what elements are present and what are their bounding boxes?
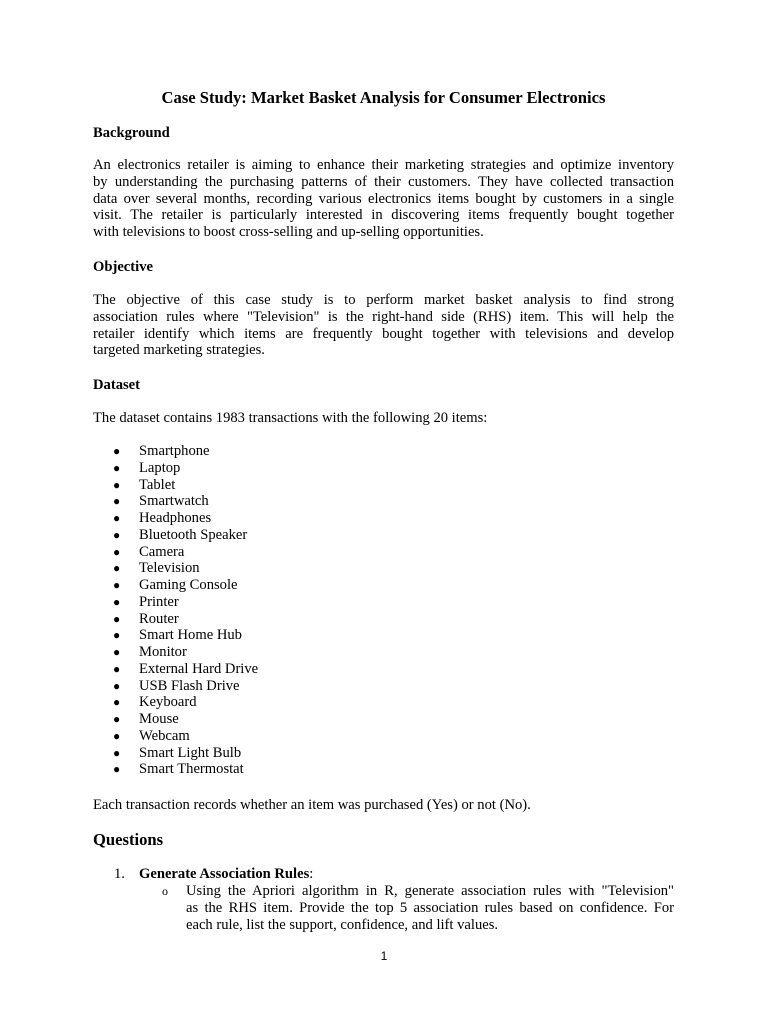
objective-line: association rules where "Television" is the right-hand side (RHS) item. This will help the: [93, 308, 674, 325]
dataset-heading: Dataset: [93, 377, 141, 393]
objective-paragraph: [93, 292, 674, 359]
background-line: An electronics retailer is aiming to enhance their marketing strategies and optimize inventory: [93, 157, 674, 173]
questions-heading: Questions: [93, 830, 164, 849]
dataset-note: Each transaction records whether an item was purchased (Yes) or not (No).: [93, 797, 531, 813]
bullet-icon: ●: [113, 477, 121, 492]
background-line: with televisions to boost cross-selling and up-selling opportunities.: [93, 224, 484, 241]
bullet-icon: ●: [113, 645, 121, 659]
bullet-icon: ●: [113, 561, 121, 576]
bullet-icon: ●: [113, 527, 121, 542]
bullet-icon: ●: [113, 444, 121, 458]
document-page: Case Study: Market Basket Analysis for Consumer Electronics Background An electronics retailer is aiming to enhance their marketing strategies and optimize inventory by understanding the purchasing patterns of their customers. They have collected transaction data over several months, recording various electronics items bought by customers in a single visit. The retailer is particularly interested in discovering items frequently bought together with televisions to boost cross-selling and up-selling opportunities. Objective The objective of this case study is to perform market basket analysis to find strong association rules where "Television" is the right-hand side (RHS) item. This will help the retailer identify which items are frequently bought together with televisions and develop targeted marketing strategies. Dataset The dataset contains 1983 transactions with the following 20 items: ● Smartphone ● Laptop ● Tablet ● Smartwatch ● Headphones ● Bluetooth Speaker ● Camera ● Television ● Gaming Console ● Printer ● Router ● Smart Home Hub ● Monitor ● External Hard Drive ● USB Flash Drive ● Keyboard ● Mouse ● Webcam ● Smart Light Bulb ● Smart Thermostat Each transaction records whether an item was purchased (Yes) or not (No). Questions 1. Generate Association Rules: o Using the Apriori algorithm in R, generate association rules with "Television" as the RHS item. Provide the top 5 association rules based on confidence. For each rule, list the support, confidence, and lift values. 1: [0, 0, 768, 1024]
background-line: visit. The retailer is particularly interested in discovering items frequently bought together: [93, 207, 674, 224]
background-line: by understanding the purchasing patterns of their customers. They have collected transaction: [93, 173, 674, 190]
background-line: data over several months, recording various electronics items bought by customers in a single: [93, 190, 674, 207]
question-label: Generate Association Rules:: [139, 866, 314, 882]
bullet-icon: ●: [113, 460, 121, 475]
bullet-icon: ●: [113, 594, 121, 609]
background-heading: Background: [93, 125, 170, 141]
objective-line: retailer identify which items are frequently bought together with televisions and develop: [93, 325, 674, 342]
objective-heading: Objective: [93, 259, 153, 275]
bullet-icon: ●: [113, 511, 121, 525]
bullet-icon: ●: [113, 728, 121, 743]
bullet-icon: ●: [113, 712, 121, 726]
bullet-icon: ●: [113, 695, 121, 710]
document-title: Case Study: Market Basket Analysis for Consumer Electronics: [161, 88, 606, 107]
background-paragraph: [93, 157, 674, 241]
bullet-icon: ●: [113, 762, 121, 777]
page-number: 1: [380, 949, 388, 963]
dataset-intro: The dataset contains 1983 transactions with the following 20 items:: [93, 410, 488, 426]
bullet-icon: ●: [113, 745, 121, 760]
objective-line: The objective of this case study is to perform market basket analysis to find strong: [93, 292, 674, 308]
bullet-icon: ●: [113, 494, 121, 509]
objective-line: targeted marketing strategies.: [93, 342, 265, 359]
bullet-icon: ●: [113, 628, 121, 643]
question-subitem-text: Using the Apriori algorithm in R, generate association rules with "Television" as the RHS item. Provide the top 5 association rules based on confidence. For each rule, list the support, confidence, and lift values.: [186, 883, 674, 933]
bullet-icon: ●: [113, 544, 121, 559]
bullet-icon: ●: [113, 578, 121, 592]
question-number: 1.: [114, 866, 125, 882]
bullet-icon: ●: [113, 661, 121, 676]
bullet-icon: ●: [113, 611, 121, 626]
bullet-icon: ●: [113, 678, 121, 693]
circle-bullet-icon: o: [162, 884, 168, 898]
